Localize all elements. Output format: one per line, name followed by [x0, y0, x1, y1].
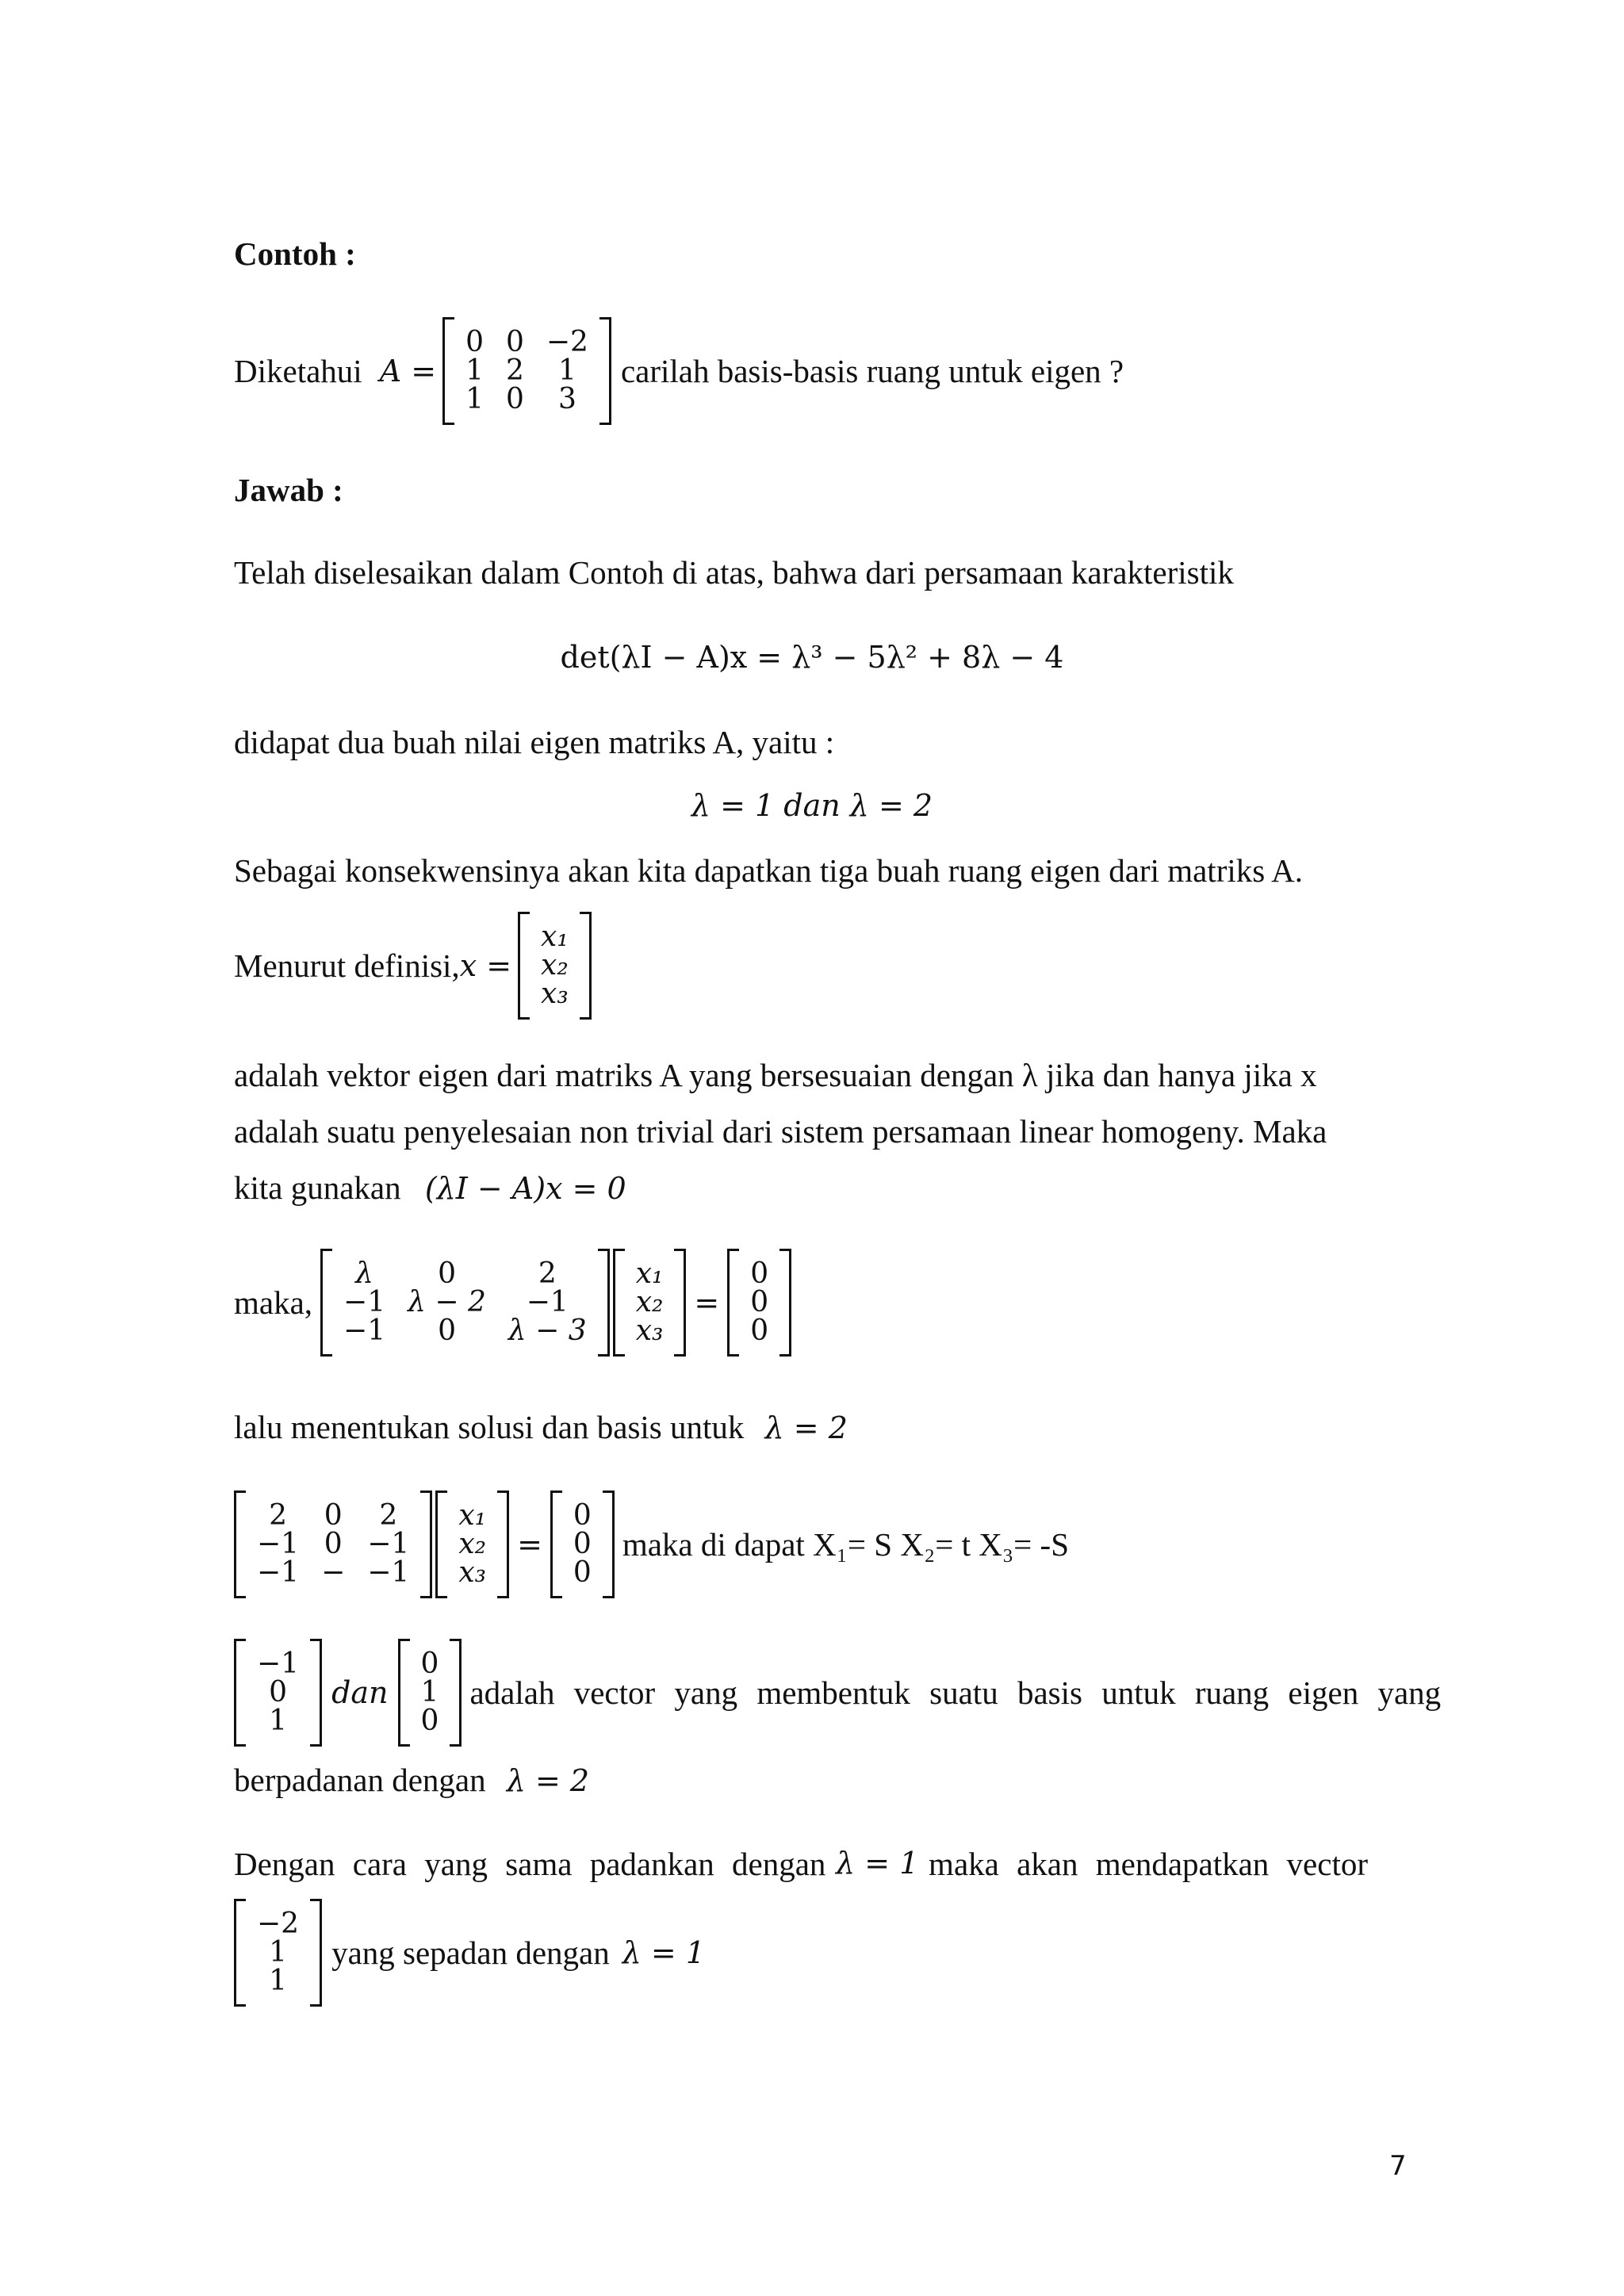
- final-text: yang sepadan dengan: [331, 1934, 610, 1971]
- diketahui-question: carilah basis-basis ruang untuk eigen ?: [620, 352, 1124, 389]
- maka-label: maka,: [234, 1284, 313, 1321]
- basis-vector-2: 0 1 0: [398, 1639, 462, 1747]
- paragraph-1: Telah diselesaikan dalam Contoh di atas, bahwa dari persamaan karakteristik: [234, 554, 1234, 591]
- page-number: 7: [1389, 2150, 1407, 2182]
- zero-vector-general: 0 0 0: [727, 1249, 791, 1357]
- definition-label: Menurut definisi,: [234, 947, 460, 984]
- homogeneous-equation: (λI − A)x = 0: [424, 1171, 626, 1206]
- matrix-a: 0 0 −2 1 2 1 1 0 3: [442, 317, 611, 425]
- definition-lhs: x =: [459, 948, 512, 983]
- dan-word: dan: [331, 1675, 389, 1710]
- paragraph-3: Sebagai konsekwensinya akan kita dapatkan tiga buah ruang eigen dari matriks A.: [234, 852, 1304, 889]
- heading-contoh: Contoh :: [234, 235, 356, 272]
- diketahui-label: Diketahui: [234, 352, 362, 389]
- solution-text: maka di dapat X₁= S X₂= t X₃= -S: [622, 1525, 1070, 1563]
- paragraph-4-line-2: adalah suatu penyelesaian non trivial dari sistem persamaan linear homogeny. Maka: [234, 1113, 1327, 1150]
- matrix-lambda-i-minus-a: λ 0 2 −1 λ − 2 −1 −1 0 λ − 3: [320, 1249, 610, 1357]
- basis-text: adalah vector yang membentuk suatu basis untuk ruang eigen yang: [469, 1674, 1442, 1711]
- basis-line: [234, 1639, 1441, 1747]
- system-general: maka, λ 0 2 −1 λ − 2 −1 −1 0 λ − 3 x₁ x₂ x₃ = 0 0 0: [234, 1249, 791, 1357]
- dengan-equation: λ = 1: [836, 1846, 919, 1881]
- diketahui-lhs: A =: [379, 354, 437, 388]
- basis-vector-1: −1 0 1: [234, 1639, 322, 1747]
- lalu-line: lalu menentukan solusi dan basis untuk λ = 2: [234, 1409, 848, 1445]
- zero-vector-lambda-2: 0 0 0: [550, 1490, 615, 1598]
- lalu-equation: λ = 2: [764, 1410, 848, 1445]
- system-lambda-2: 2 0 2 −1 0 −1 −1 − −1 x₁ x₂ x₃ = 0 0 0 maka di dapat X₁= S X₂= t X₃= -S: [234, 1490, 1069, 1598]
- paragraph-4-line-1: adalah vektor eigen dari matriks A yang bersesuaian dengan λ jika dan hanya jika x: [234, 1057, 1317, 1093]
- vector-x-general: x₁ x₂ x₃: [613, 1249, 687, 1357]
- matrix-lambda-2: 2 0 2 −1 0 −1 −1 − −1: [234, 1490, 432, 1598]
- definition-line: [234, 912, 592, 1020]
- berpadanan-equation: λ = 2: [506, 1763, 590, 1798]
- vector-x-lambda-2: x₁ x₂ x₃: [435, 1490, 509, 1598]
- characteristic-equation: det(λI − A)x = λ³ − 5λ² + 8λ − 4: [560, 640, 1064, 675]
- heading-jawab: Jawab :: [234, 472, 343, 508]
- eigenvalues-equation: λ = 1 dan λ = 2: [691, 788, 933, 823]
- diketahui-line: [234, 317, 1124, 425]
- eigenvector-lambda-1: −2 1 1: [234, 1899, 322, 2007]
- dengan-line: Dengan cara yang sama padankan dengan λ = 1 maka akan mendapatkan vector: [234, 1846, 1368, 1882]
- berpadanan-line: berpadanan dengan λ = 2: [234, 1762, 590, 1798]
- final-equation: λ = 1: [622, 1935, 705, 1970]
- final-line: [234, 1899, 705, 2007]
- vector-x: x₁ x₂ x₃: [518, 912, 592, 1020]
- paragraph-2: didapat dua buah nilai eigen matriks A, yaitu :: [234, 724, 835, 760]
- paragraph-4-line-3: kita gunakan (λI − A)x = 0: [234, 1169, 626, 1206]
